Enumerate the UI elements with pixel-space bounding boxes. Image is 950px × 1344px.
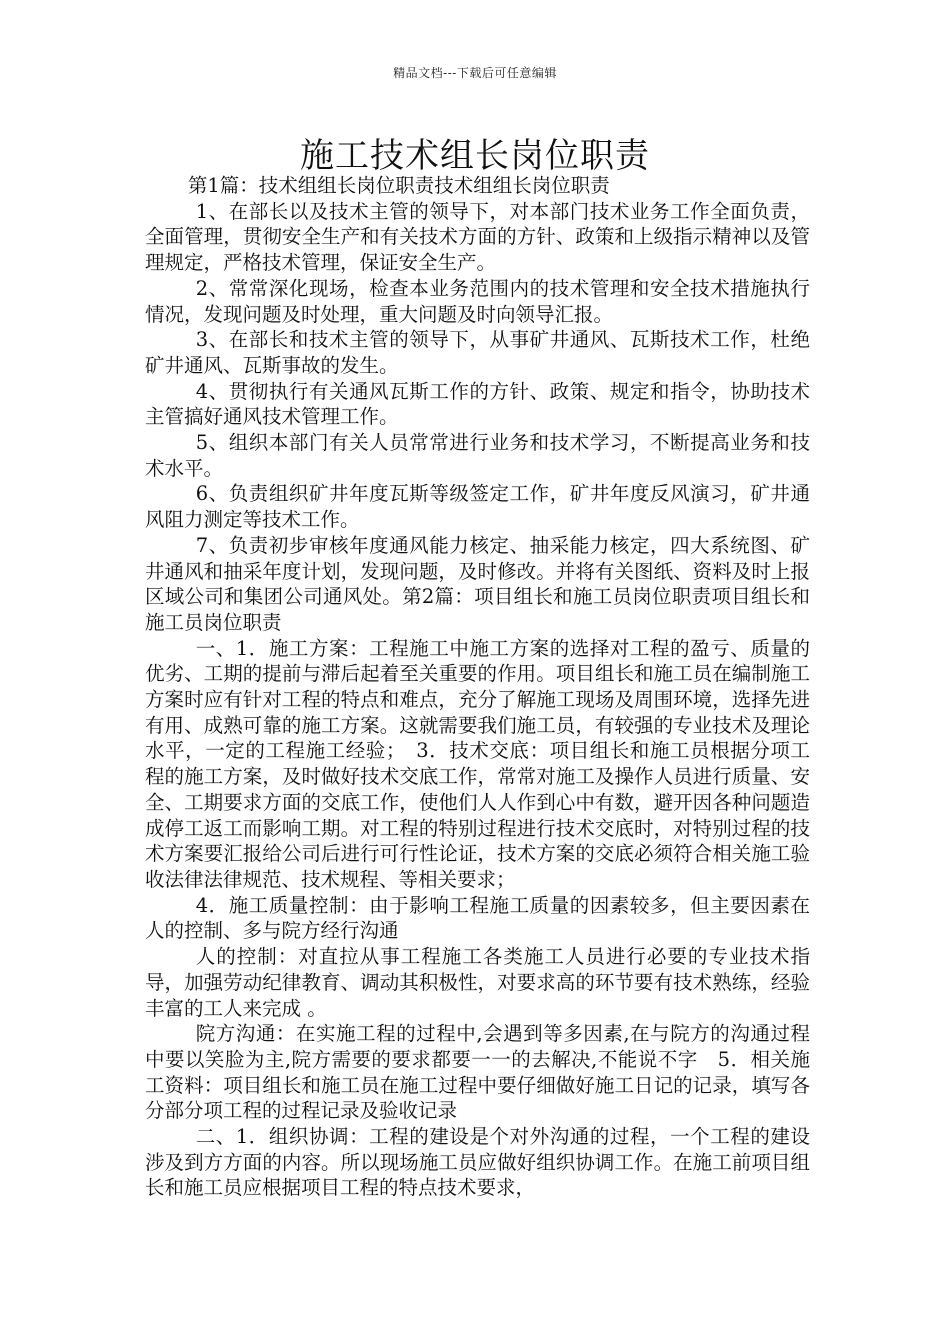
- paragraph-part1-heading: 第1篇：技术组组长岗位职责技术组组长岗位职责: [187, 174, 610, 197]
- paragraph-item-5: 5、组织本部门有关人员常常进行业务和技术学习，不断提高业务和技术水平。: [145, 431, 810, 480]
- paragraph-people-control: 人的控制：对直拉从事工程施工各类施工人员进行必要的专业技术指导，加强劳动纪律教育、调动其积极性，对要求高的环节要有技术熟练，经验丰富的工人来完成 。: [145, 945, 810, 1020]
- document-body: [145, 173, 810, 1201]
- paragraph-quality-control: 4．施工质量控制：由于影响工程施工质量的因素较多，但主要因素在人的控制、多与院方经行沟通: [145, 893, 810, 943]
- paragraph-section-2: 二、1．组织协调：工程的建设是个对外沟通的过程，一个工程的建设涉及到方方面的内容。所以现场施工员应做好组织协调工作。在施工前项目组长和施工员应根据项目工程的特点技术要求，: [145, 1125, 810, 1200]
- paragraph-section-1: 一、1．施工方案：工程施工中施工方案的选择对工程的盈亏、质量的优劣、工期的提前与滞后起着至关重要的作用。项目组长和施工员在编制施工方案时应有针对工程的特点和难点，充分了解施工现场及周围环境，选择先进有用、成熟可靠的施工方案。这就需要我们施工员，有较强的专业技术及理论水平，一定的工程施工经验； 3．技术交底：项目组长和施工员根据分项工程的施工方案，及时做好技术交底工作，常常对施工及操作人员进行质量、安全、工期要求方面的交底工作，使他们人人作到心中有数，避开因各种问题造成停工返工而影响工期。对工程的特别过程进行技术交底时，对特别过程的技术方案要汇报给公司后进行可行性论证，技术方案的交底必须符合相关施工验收法律法律规范、技术规程、等相关要求；: [145, 636, 810, 891]
- paragraph-item-6: 6、负责组织矿井年度瓦斯等级签定工作，矿井年度反风演习，矿井通风阻力测定等技术工作。: [145, 482, 810, 532]
- paragraph-item-1: 1、在部长以及技术主管的领导下，对本部门技术业务工作全面负责，全面管理，贯彻安全生产和有关技术方面的方针、政策和上级指示精神以及管理规定，严格技术管理，保证安全生产。: [145, 199, 810, 275]
- header-note: 精品文档---下载后可任意编辑: [393, 66, 557, 80]
- paragraph-client-communication: 院方沟通：在实施工程的过程中,会遇到等多因素,在与院方的沟通过程中要以笑脸为主,院方需要的要求都要一一的去解决,不能说不字 5．相关施工资料：项目组长和施工员在施工过程中要仔细做好施工日记的记录，填写各分部分项工程的过程记录及验收记录: [145, 1022, 810, 1123]
- page-title: 施工技术组长岗位职责: [300, 136, 650, 176]
- paragraph-item-4: 4、贯彻执行有关通风瓦斯工作的方针、政策、规定和指令，协助技术主管搞好通风技术管理工作。: [145, 379, 810, 429]
- paragraph-item-3: 3、在部长和技术主管的领导下，从事矿井通风、瓦斯技术工作，杜绝矿井通风、瓦斯事故的发生。: [145, 328, 810, 377]
- paragraph-item-2: 2、常常深化现场，检查本业务范围内的技术管理和安全技术措施执行情况，发现问题及时处理，重大问题及时向领导汇报。: [145, 276, 810, 326]
- paragraph-item-7: 7、负责初步审核年度通风能力核定、抽采能力核定，四大系统图、矿井通风和抽采年度计划，发现问题，及时修改。并将有关图纸、资料及时上报区域公司和集团公司通风处。第2篇：项目组长和施工员岗位职责项目组长和施工员岗位职责: [145, 533, 810, 634]
